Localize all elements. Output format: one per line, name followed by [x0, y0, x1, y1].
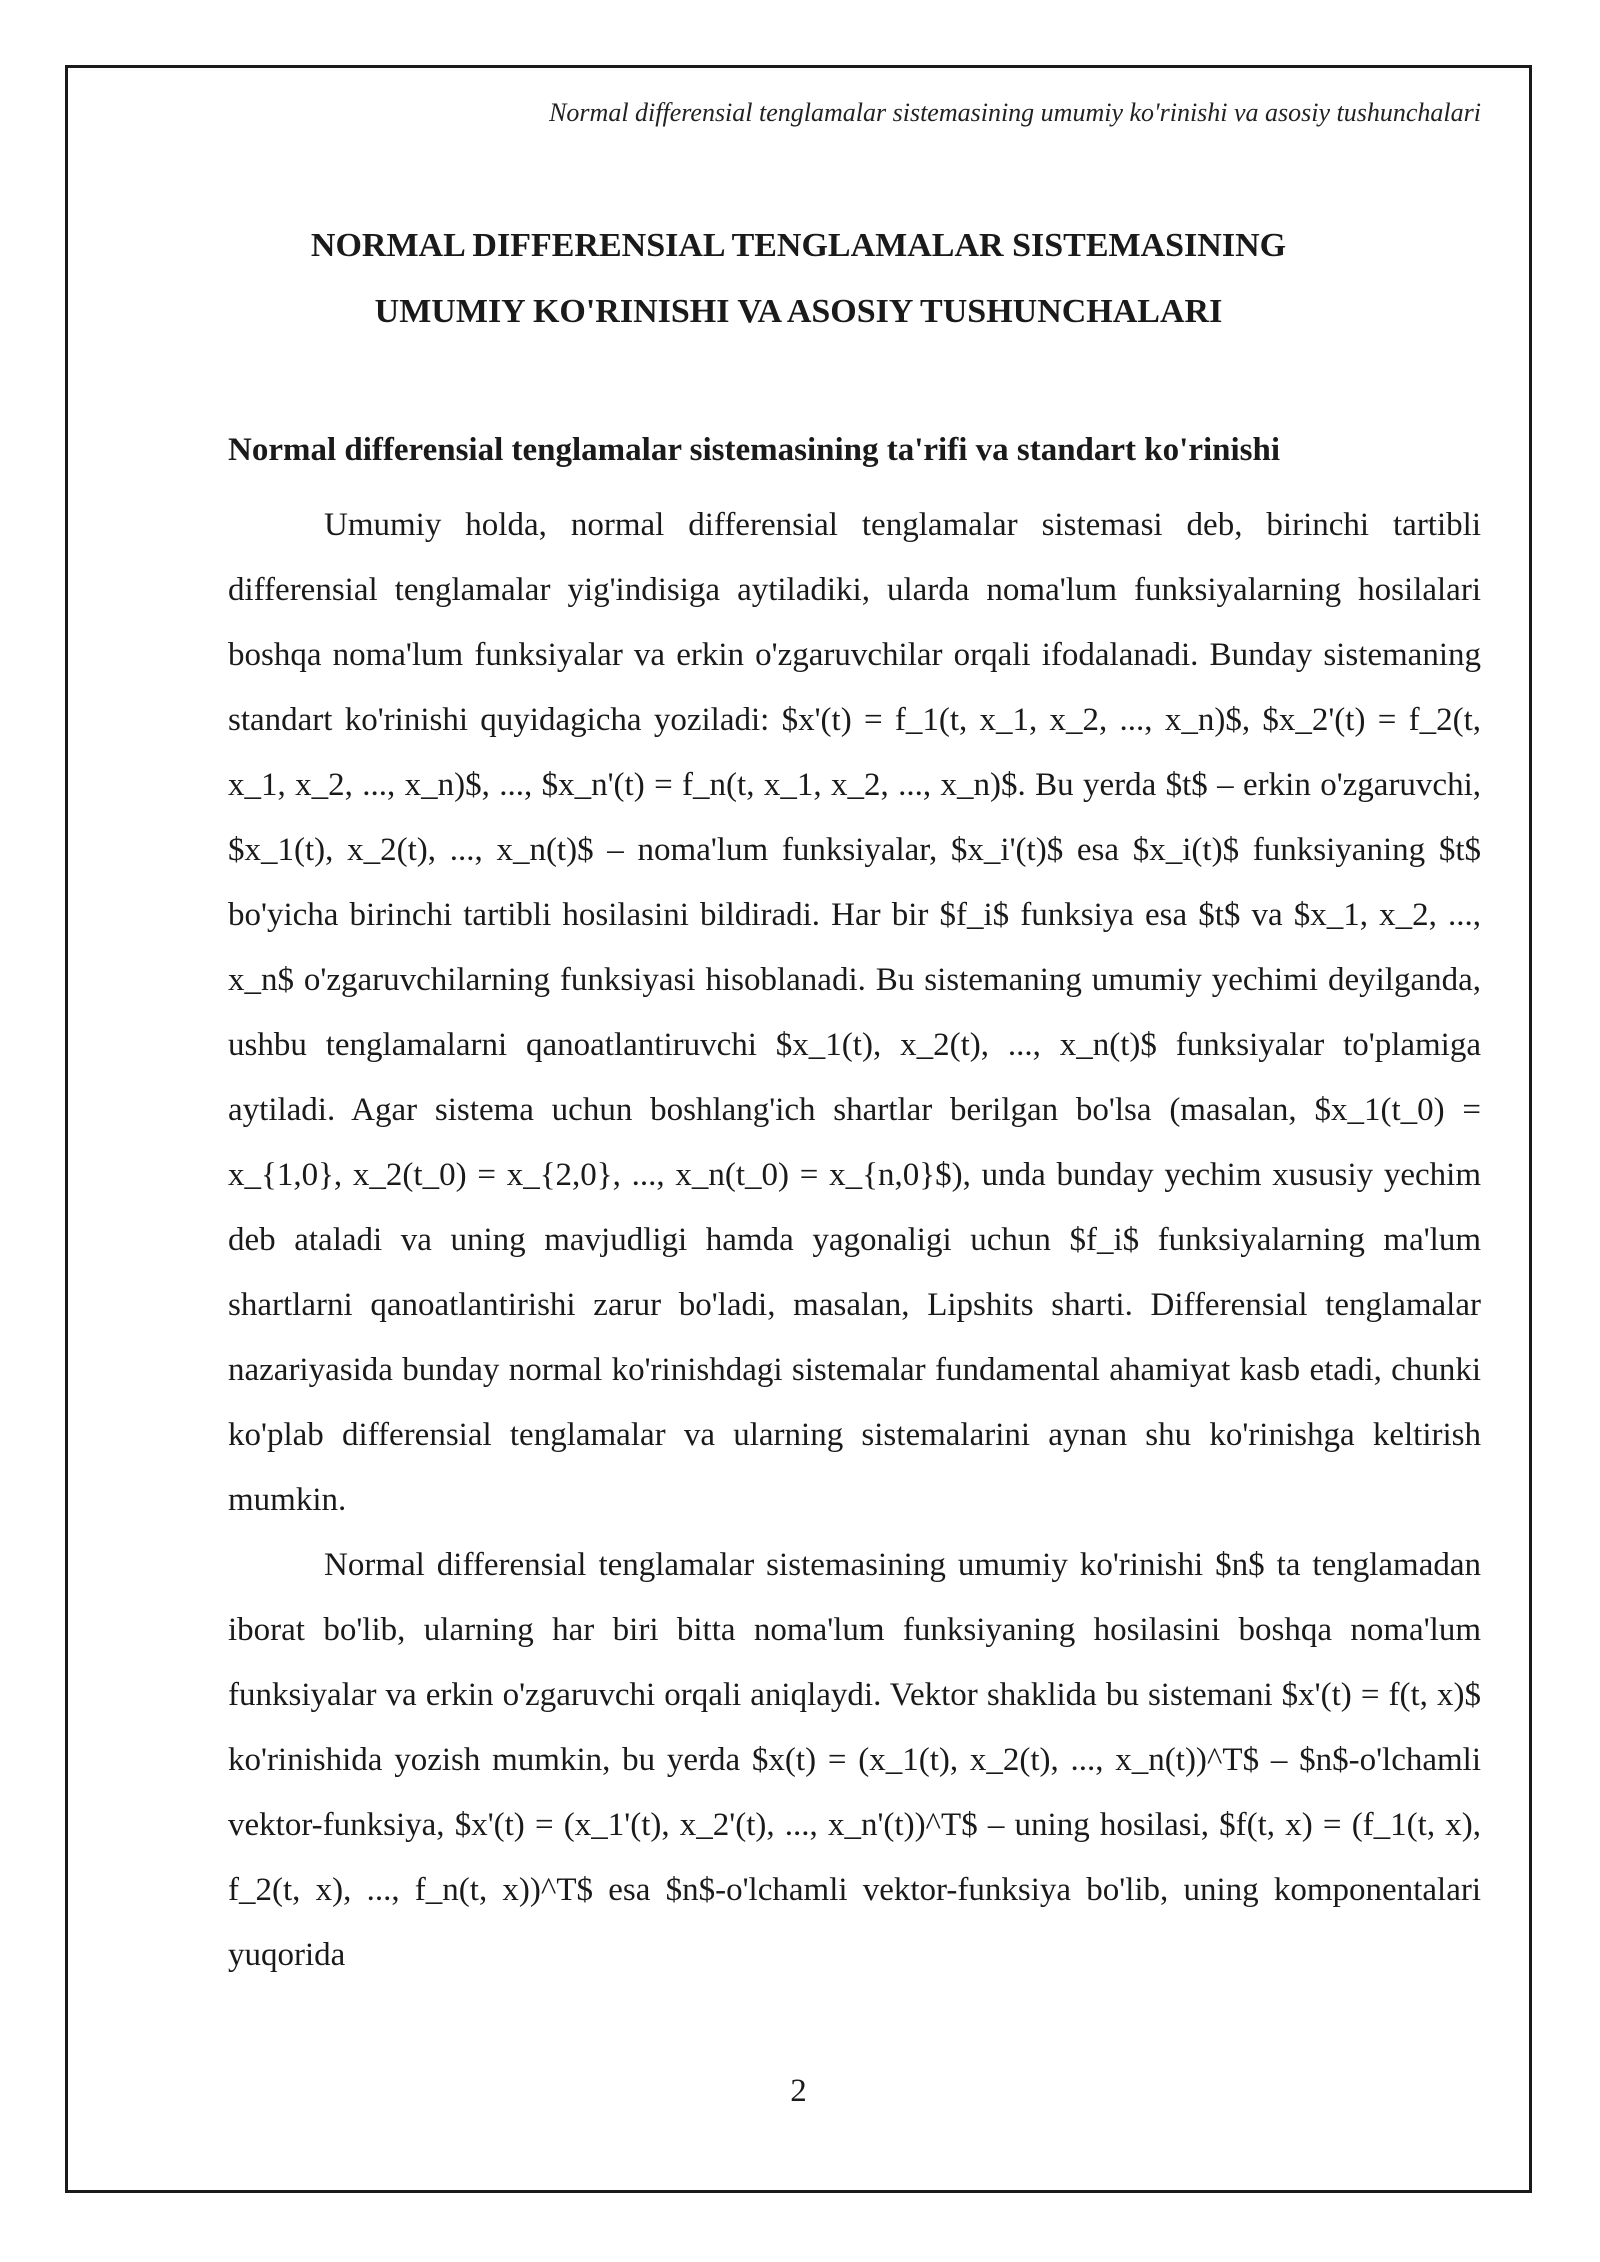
- body-text: [228, 493, 1481, 1988]
- section-heading: Normal differensial tenglamalar sistemasining ta'rifi va standart ko'rinishi: [228, 432, 1281, 468]
- page-border: [65, 65, 1532, 2193]
- running-header: Normal differensial tenglamalar sistemasining umumiy ko'rinishi va asosiy tushunchalari: [549, 98, 1481, 127]
- document-title: [228, 213, 1369, 345]
- document-title-line-2: UMUMIY KO'RINISHI VA ASOSIY TUSHUNCHALARI: [374, 293, 1223, 330]
- document-title-line-1: NORMAL DIFFERENSIAL TENGLAMALAR SISTEMASINING: [310, 227, 1287, 264]
- paragraph: Normal differensial tenglamalar sistemasining umumiy ko'rinishi $n$ ta tenglamadan iborat bo'lib, ularning har biri bitta noma'lum funksiyaning hosilasini boshqa noma'lum funksiyalar va erkin o'zgaruvchi orqali aniqlaydi. Vektor shaklida bu sistemani $x'(t) = f(t, x)$ ko'rinishida yozish mumkin, bu yerda $x(t) = (x_1(t), x_2(t), ..., x_n(t))^T$ – $n$-o'lchamli vektor-funksiya, $x'(t) = (x_1'(t), x_2'(t), ..., x_n'(t))^T$ – uning hosilasi, $f(t, x) = (f_1(t, x), f_2(t, x), ..., f_n(t, x))^T$ esa $n$-o'lchamli vektor-funksiya bo'lib, uning komponentalari yuqorida: [228, 1547, 1481, 1973]
- paragraph: Umumiy holda, normal differensial tenglamalar sistemasi deb, birinchi tartibli differensial tenglamalar yig'indisiga aytiladiki, ularda noma'lum funksiyalarning hosilalari boshqa noma'lum funksiyalar va erkin o'zgaruvchilar orqali ifodalanadi. Bunday sistemaning standart ko'rinishi quyidagicha yoziladi: $x'(t) = f_1(t, x_1, x_2, ..., x_n)$, $x_2'(t) = f_2(t, x_1, x_2, ..., x_n)$, ..., $x_n'(t) = f_n(t, x_1, x_2, ..., x_n)$. Bu yerda $t$ – erkin o'zgaruvchi, $x_1(t), x_2(t), ..., x_n(t)$ – noma'lum funksiyalar, $x_i'(t)$ esa $x_i(t)$ funksiyaning $t$ bo'yicha birinchi tartibli hosilasini bildiradi. Har bir $f_i$ funksiya esa $t$ va $x_1, x_2, ..., x_n$ o'zgaruvchilarning funksiyasi hisoblanadi. Bu sistemaning umumiy yechimi deyilganda, ushbu tenglamalarni qanoatlantiruvchi $x_1(t), x_2(t), ..., x_n(t)$ funksiyalar to'plamiga aytiladi. Agar sistema uchun boshlang'ich shartlar berilgan bo'lsa (masalan, $x_1(t_0) = x_{1,0}, x_2(t_0) = x_{2,0}, ..., x_n(t_0) = x_{n,0}$), unda bunday yechim xususiy yechim deb ataladi va uning mavjudligi hamda yagonaligi uchun $f_i$ funksiyalarning ma'lum shartlarni qanoatlantirishi zarur bo'ladi, masalan, Lipshits sharti. Differensial tenglamalar nazariyasida bunday normal ko'rinishdagi sistemalar fundamental ahamiyat kasb etadi, chunki ko'plab differensial tenglamalar va ularning sistemalarini aynan shu ko'rinishga keltirish mumkin.: [228, 507, 1481, 1518]
- page-number: 2: [790, 2073, 807, 2109]
